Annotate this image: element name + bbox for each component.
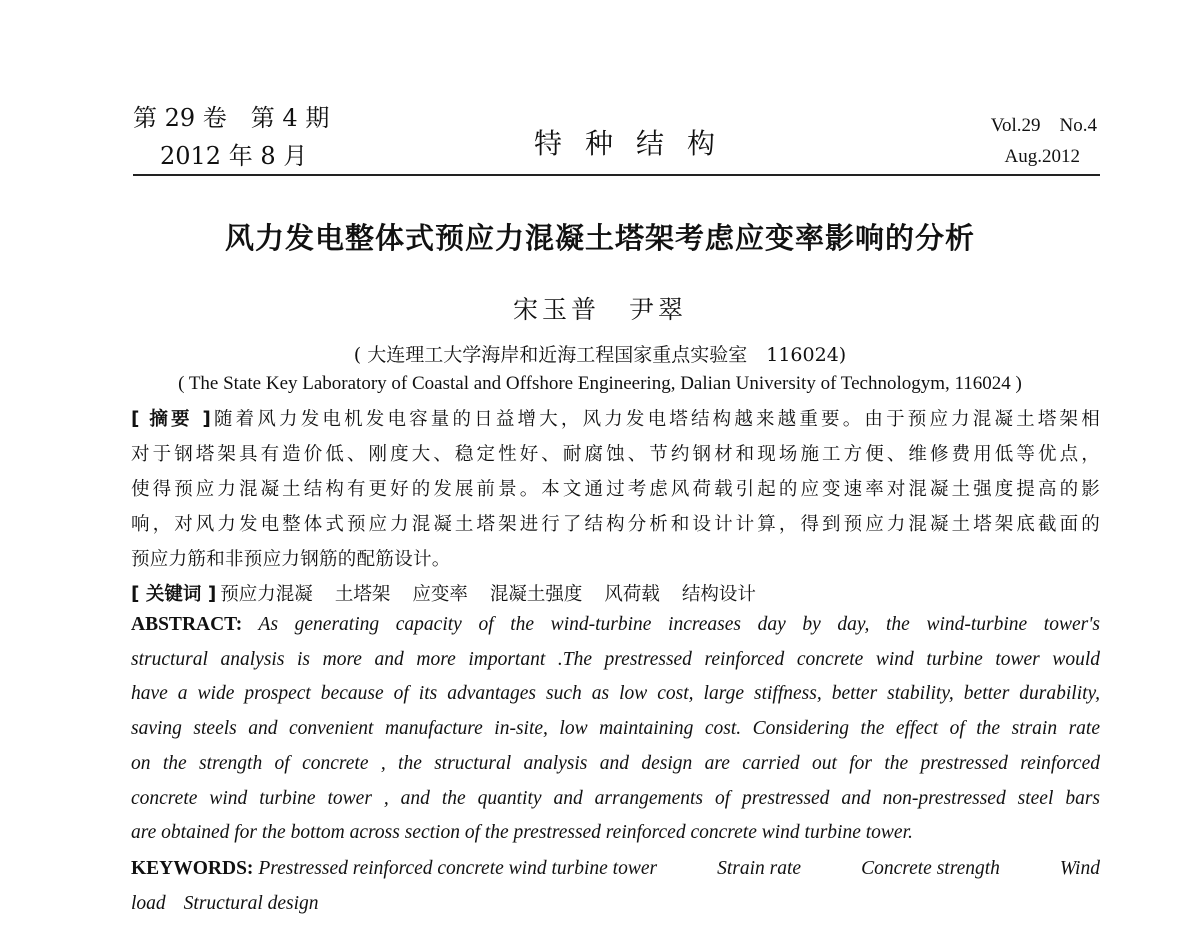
keywords-en-continued — [131, 893, 337, 915]
keywords-en — [131, 858, 1100, 880]
volume-issue-cn: 第 29 卷 第 4 期 — [133, 104, 330, 132]
authors: 宋玉普 尹翠 — [512, 295, 687, 324]
abstract-en-line: on the strength of concrete , the structural analysis and design are carried out for the prestressed reinforced — [131, 753, 1100, 774]
abstract-en-label: ABSTRACT: — [131, 614, 243, 635]
keyword-cn: 混凝土强度 — [489, 584, 583, 605]
affiliation-cn: ( 大连理工大学海岸和近海工程国家重点实验室 116024) — [353, 344, 847, 366]
keyword-cn: 结构设计 — [681, 584, 756, 605]
keyword-en: Concrete strength — [861, 858, 1000, 879]
keywords-cn-label: [ 关键词 ] — [131, 584, 217, 605]
keyword-cn: 应变率 — [412, 584, 468, 605]
abstract-en-line: have a wide prospect because of its advantages such as low cost, large stiffness, better stability, better durability, — [131, 683, 1100, 704]
keyword-en: Structural design — [183, 893, 319, 914]
keyword-en: Prestressed reinforced concrete wind turbine tower — [258, 858, 658, 879]
affiliation-en: ( The State Key Laboratory of Coastal and Offshore Engineering, Dalian University of Technologym, 116024 ) — [178, 373, 1022, 394]
abstract-cn-line: 使得预应力混凝土结构有更好的发展前景。本文通过考虑风荷载引起的应变速率对混凝土强度提高的影 — [131, 479, 1100, 500]
abstract-en-text: As generating capacity of the wind-turbine increases day by day, the wind-turbine tower's — [258, 614, 1100, 635]
keywords-en-label: KEYWORDS: — [131, 858, 254, 879]
abstract-en-line: are obtained for the bottom across section of the prestressed reinforced concrete wind turbine tower. — [131, 822, 913, 843]
journal-name: 特种结构 — [534, 127, 739, 160]
keyword-cn: 风荷载 — [604, 584, 660, 605]
abstract-cn-line: 对于钢塔架具有造价低、刚度大、稳定性好、耐腐蚀、节约钢材和现场施工方便、维修费用低等优点， — [131, 444, 1100, 465]
abstract-cn-text: 随着风力发电机发电容量的日益增大，风力发电塔结构越来越重要。由于预应力混凝土塔架相 — [211, 409, 1101, 430]
abstract-cn-label: [ 摘要 ] — [131, 409, 212, 430]
date-cn: 2012 年 8 月 — [160, 142, 308, 170]
abstract-cn-line: 响，对风力发电整体式预应力混凝土塔架进行了结构分析和设计计算，得到预应力混凝土塔架底截面的 — [131, 514, 1100, 535]
volume-issue-en: Vol.29 No.4 — [990, 115, 1097, 136]
abstract-en-line: structural analysis is more and more important .The prestressed reinforced concrete wind turbine tower would — [131, 649, 1100, 670]
keyword-en: load — [131, 893, 166, 914]
article-title: 风力发电整体式预应力混凝土塔架考虑应变率影响的分析 — [224, 221, 975, 255]
abstract-cn-line: 预应力筋和非预应力钢筋的配筋设计。 — [131, 549, 451, 570]
keywords-cn — [131, 580, 778, 606]
abstract-en-line: concrete wind turbine tower , and the quantity and arrangements of prestressed and non-prestressed steel bars — [131, 788, 1100, 809]
abstract-en-line — [131, 614, 1100, 636]
abstract-cn-line — [131, 405, 1100, 431]
date-en: Aug.2012 — [1004, 146, 1080, 167]
abstract-en-line: saving steels and convenient manufacture in-site, low maintaining cost. Considering the effect of the strain rate — [131, 718, 1100, 739]
keyword-en: Wind — [1059, 858, 1100, 879]
keyword-cn: 预应力混凝 — [220, 584, 313, 605]
header-rule — [133, 174, 1100, 176]
keyword-en: Strain rate — [717, 858, 802, 879]
keyword-cn: 土塔架 — [334, 584, 391, 605]
